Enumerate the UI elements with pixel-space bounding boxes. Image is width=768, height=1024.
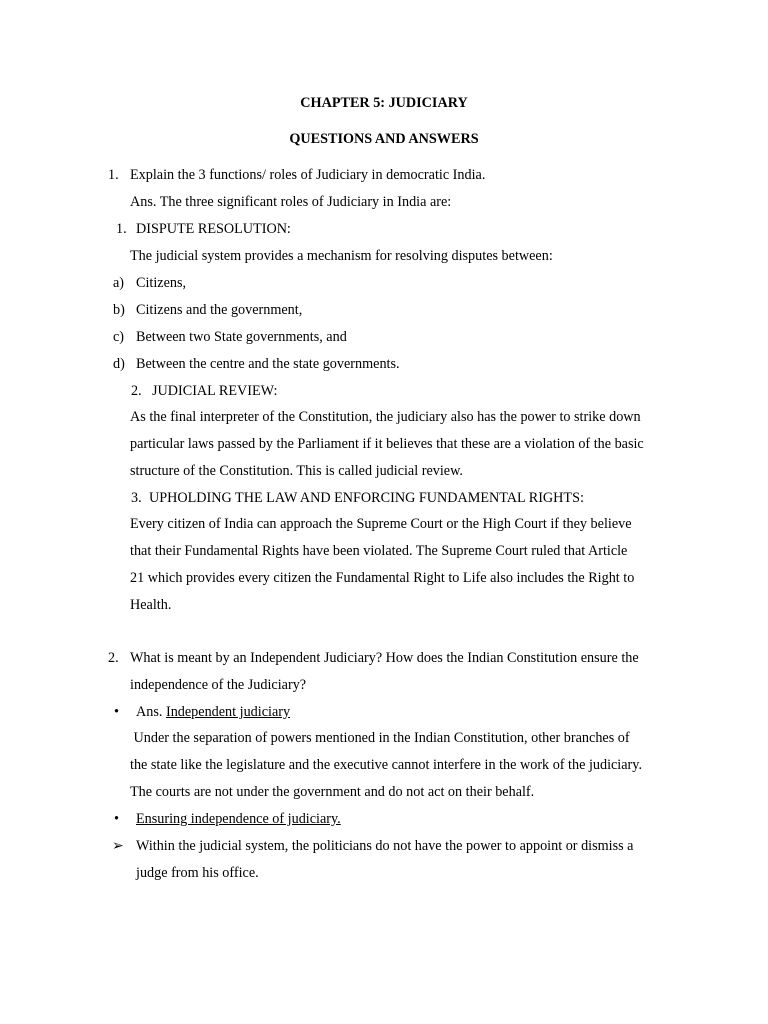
paragraph-line: judge from his office. [136, 865, 259, 881]
paragraph-line: structure of the Constitution. This is called judicial review. [130, 463, 463, 479]
paragraph-line: particular laws passed by the Parliament if it believes that these are a violation of the basic [130, 436, 644, 452]
list-item: Between two State governments, and [136, 329, 347, 345]
list-marker: a) [113, 275, 125, 291]
answer-heading: Independent judiciary [165, 704, 291, 720]
bullet-icon: • [114, 811, 119, 827]
question-text: What is meant by an Independent Judiciary? How does the Indian Constitution ensure the [130, 650, 639, 666]
answer-intro: Ans. The three significant roles of Judiciary in India are: [130, 194, 452, 210]
list-item: Citizens, [136, 275, 187, 291]
page-subtitle: QUESTIONS AND ANSWERS [289, 131, 479, 147]
paragraph-line: As the final interpreter of the Constitution, the judiciary also has the power to strike down [130, 409, 641, 425]
answer-label [136, 703, 290, 721]
role-number: 3. [131, 490, 142, 506]
section-heading: Ensuring independence of judiciary. [136, 811, 341, 827]
arrow-bullet-icon: ➢ [112, 838, 124, 854]
role-heading: DISPUTE RESOLUTION: [136, 221, 291, 237]
paragraph-line: Within the judicial system, the politicians do not have the power to appoint or dismiss a [136, 838, 634, 854]
role-number: 2. [131, 383, 142, 399]
bullet-icon: • [114, 704, 119, 720]
list-item: Between the centre and the state governments. [136, 356, 400, 372]
list-item: Citizens and the government, [136, 302, 303, 318]
paragraph-line: Health. [130, 597, 172, 613]
role-text: The judicial system provides a mechanism for resolving disputes between: [130, 248, 553, 264]
question-number: 2. [108, 650, 119, 666]
role-heading: UPHOLDING THE LAW AND ENFORCING FUNDAMENTAL RIGHTS: [149, 490, 584, 506]
paragraph-line: 21 which provides every citizen the Fundamental Right to Life also includes the Right to [130, 570, 635, 586]
paragraph-line: the state like the legislature and the executive cannot interfere in the work of the judiciary. [130, 757, 642, 773]
list-marker: c) [113, 329, 125, 345]
paragraph-line: The courts are not under the government and do not act on their behalf. [130, 784, 535, 800]
list-marker: d) [113, 356, 125, 372]
answer-prefix: Ans. [136, 704, 163, 720]
paragraph-line: that their Fundamental Rights have been violated. The Supreme Court ruled that Article [130, 543, 628, 559]
question-number: 1. [108, 167, 119, 183]
paragraph-line: Every citizen of India can approach the Supreme Court or the High Court if they believe [130, 516, 632, 532]
list-marker: b) [113, 302, 125, 318]
role-number: 1. [116, 221, 127, 237]
role-heading: JUDICIAL REVIEW: [152, 383, 278, 399]
question-text: Explain the 3 functions/ roles of Judiciary in democratic India. [130, 167, 486, 183]
page-title: CHAPTER 5: JUDICIARY [300, 95, 468, 111]
question-text: independence of the Judiciary? [130, 677, 307, 693]
paragraph-line: Under the separation of powers mentioned in the Indian Constitution, other branches of [130, 730, 630, 746]
